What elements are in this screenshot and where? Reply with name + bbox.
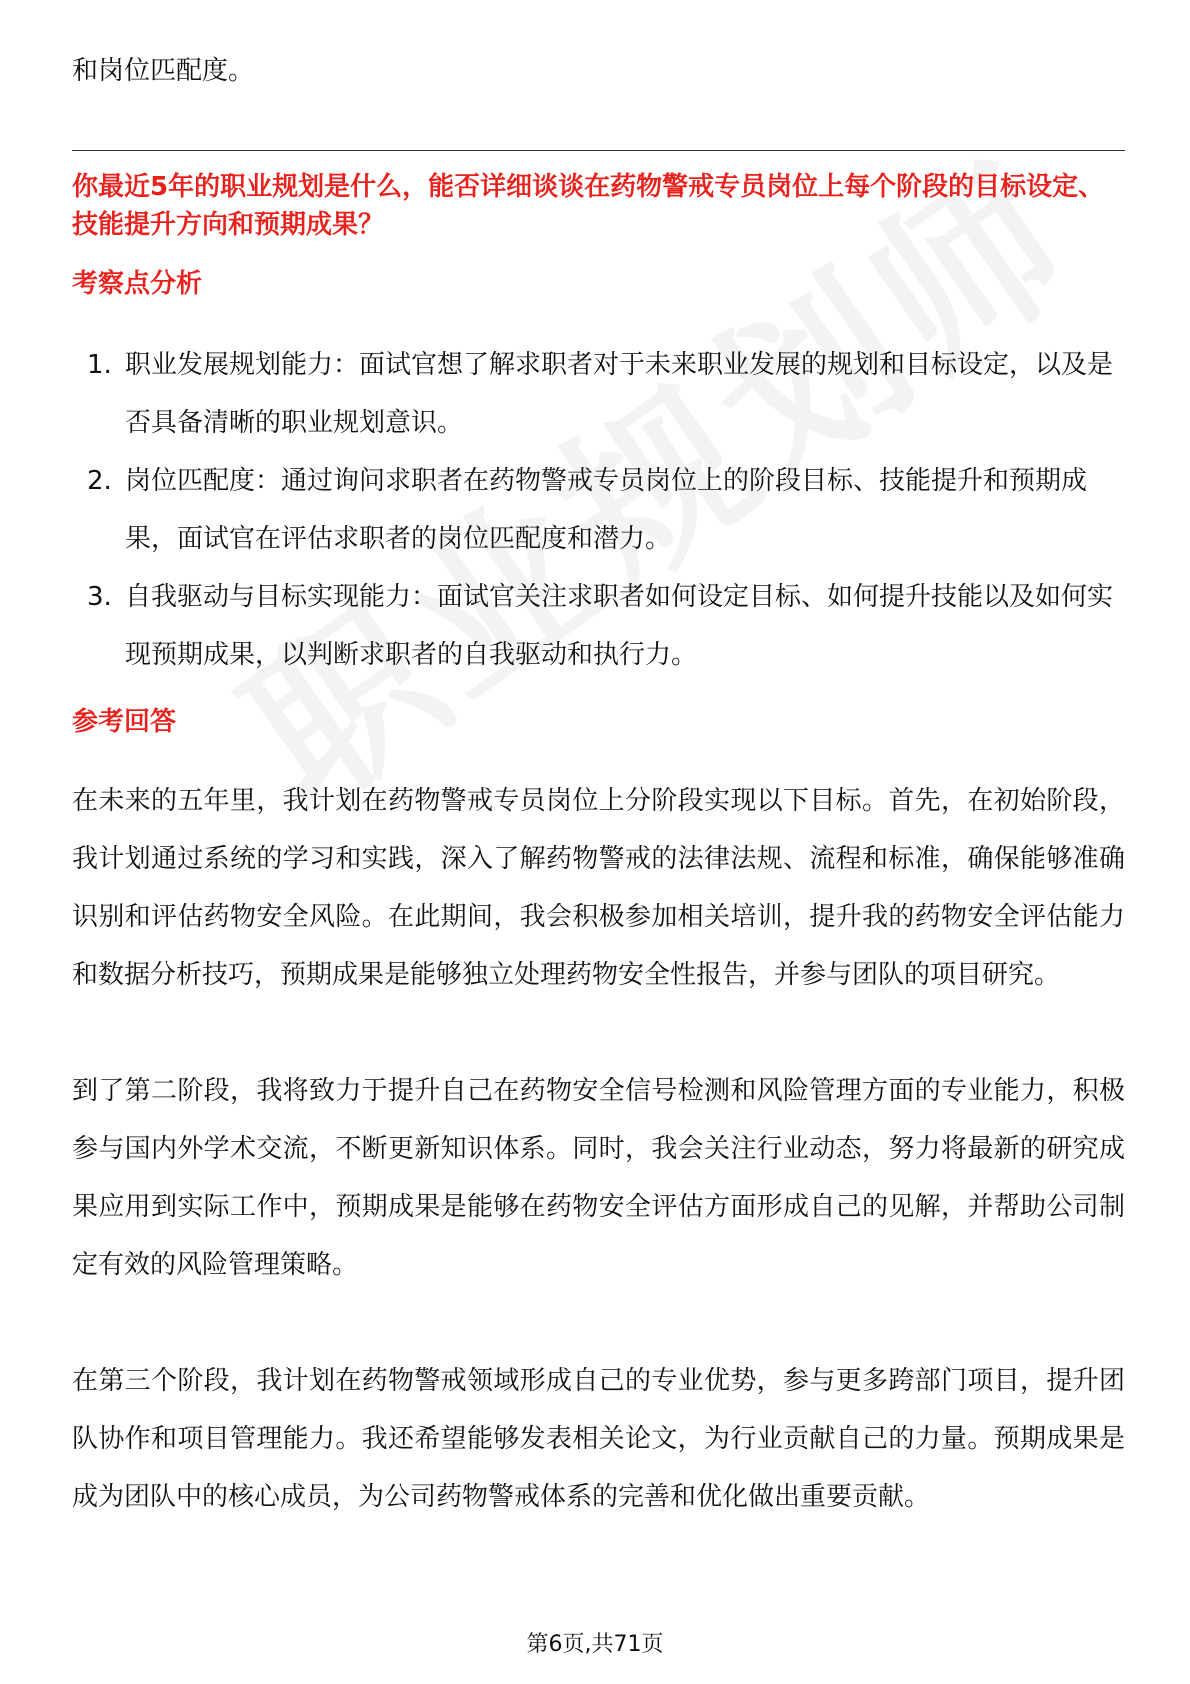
page-number-footer: 第6页,共71页	[526, 1632, 664, 1657]
analysis-item	[72, 452, 1125, 568]
item-number: 3.	[87, 582, 112, 612]
answer-paragraph: 到了第二阶段，我将致力于提升自己在药物安全信号检测和风险管理方面的专业能力，积极参与国内外学术交流，不断更新知识体系。同时，我会关注行业动态，努力将最新的研究成果应用到实际工作中，预期成果是能够在药物安全评估方面形成自己的见解，并帮助公司制定有效的风险管理策略。	[72, 1076, 1125, 1280]
item-text: 岗位匹配度：通过询问求职者在药物警戒专员岗位上的阶段目标、技能提升和预期成果，面试官在评估求职者的岗位匹配度和潜力。	[125, 466, 1088, 554]
interview-question: 你最近5年的职业规划是什么，能否详细谈谈在药物警戒专员岗位上每个阶段的目标设定、技能提升方向和预期成果？	[72, 172, 1105, 240]
section-divider	[72, 150, 1125, 151]
answer-paragraph: 在未来的五年里，我计划在药物警戒专员岗位上分阶段实现以下目标。首先，在初始阶段，我计划通过系统的学习和实践，深入了解药物警戒的法律法规、流程和标准，确保能够准确识别和评估药物安全风险。在此期间，我会积极参加相关培训，提升我的药物安全评估能力和数据分析技巧，预期成果是能够独立处理药物安全性报告，并参与团队的项目研究。	[72, 786, 1125, 990]
item-number: 1.	[87, 350, 112, 380]
answer-paragraph: 在第三个阶段，我计划在药物警戒领域形成自己的专业优势，参与更多跨部门项目，提升团队协作和项目管理能力。我还希望能够发表相关论文，为行业贡献自己的力量。预期成果是成为团队中的核心成员，为公司药物警戒体系的完善和优化做出重要贡献。	[72, 1366, 1125, 1512]
analysis-list	[72, 336, 1125, 684]
analysis-item	[72, 336, 1125, 452]
item-text: 职业发展规划能力：面试官想了解求职者对于未来职业发展的规划和目标设定，以及是否具备清晰的职业规划意识。	[125, 350, 1114, 438]
previous-paragraph-tail: 和岗位匹配度。	[72, 56, 255, 86]
analysis-item	[72, 568, 1125, 684]
answer-heading: 参考回答	[72, 707, 177, 737]
item-number: 2.	[87, 466, 112, 496]
item-text: 自我驱动与目标实现能力：面试官关注求职者如何设定目标、如何提升技能以及如何实现预期成果，以判断求职者的自我驱动和执行力。	[125, 582, 1114, 670]
answer-body	[72, 772, 1125, 1584]
analysis-heading: 考察点分析	[72, 269, 203, 299]
